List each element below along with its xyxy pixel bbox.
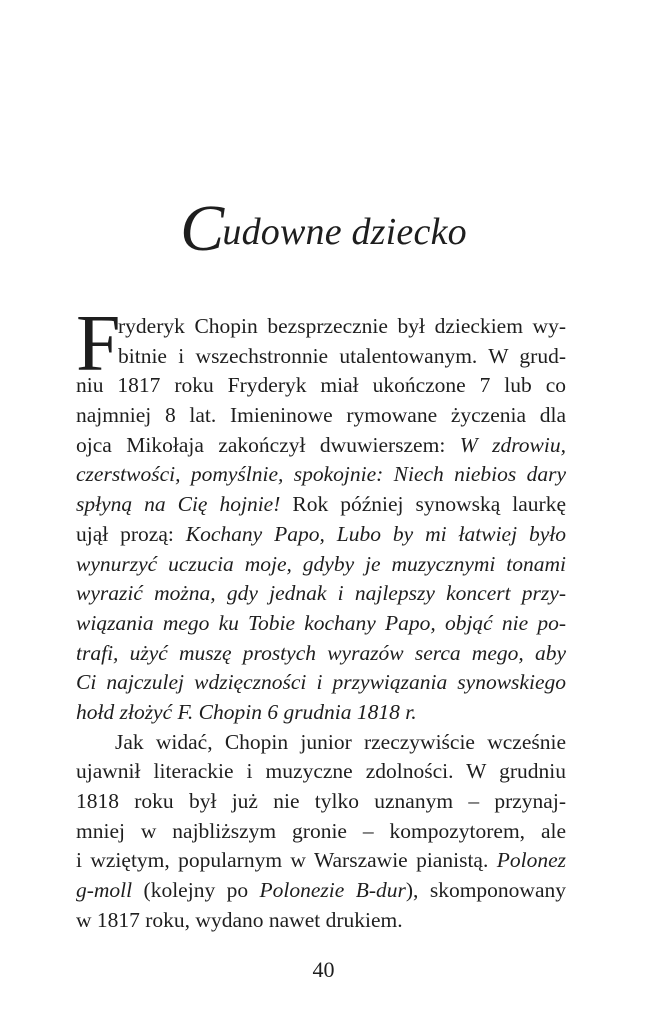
text-run: Rok później synowską laurkę (280, 492, 566, 517)
text-run: bitnie i wszechstronnie utalentowanym. W grud- (118, 343, 566, 368)
text-line (76, 639, 566, 669)
text-line (76, 609, 566, 639)
text-run: mniej w najbliższym gronie – kompozytorem, ale (76, 818, 566, 843)
text-run: ), skomponowany (405, 878, 566, 903)
chapter-title-text: udowne dziecko (222, 211, 467, 253)
text-line (76, 698, 566, 728)
italic-text: spłyną na Cię hojnie! (76, 492, 281, 517)
text-line (76, 312, 566, 342)
text-line (76, 401, 566, 431)
text-line (76, 787, 566, 817)
text-line (76, 460, 566, 490)
text-lines (76, 300, 566, 935)
page-number: 40 (312, 957, 335, 982)
text-run: ujął prozą: (76, 521, 186, 546)
text-run: ojca Mikołaja zakończył dwuwierszem: (76, 432, 460, 457)
text-line (76, 817, 566, 847)
text-run: i wziętym, popularnym w Warszawie pianistą. (76, 848, 497, 873)
italic-text: g-moll (76, 878, 133, 903)
text-line (76, 490, 566, 520)
italic-text: wyrazić można, gdy jednak i najlepszy koncert przy- (76, 581, 566, 606)
text-line (76, 342, 566, 372)
italic-text: W zdrowiu, (459, 432, 566, 457)
italic-text: Polonezie B-dur (259, 878, 406, 903)
text-line (76, 550, 566, 580)
text-line (76, 876, 566, 906)
italic-text: wiązania mego ku Tobie kochany Papo, objąć nie po- (76, 610, 566, 635)
text-line (76, 846, 566, 876)
text-line (76, 371, 566, 401)
text-run: 1818 roku był już nie tylko uznanym – przynaj- (76, 789, 566, 813)
italic-text: wynurzyć uczucia moje, gdyby je muzycznymi tonami (76, 551, 566, 576)
chapter-title-initial: C (180, 192, 225, 265)
text-line (76, 906, 566, 936)
chapter-title (0, 192, 647, 265)
italic-text: hołd złożyć F. Chopin 6 grudnia 1818 r. (76, 699, 417, 724)
text-line (76, 757, 566, 787)
text-line (76, 579, 566, 609)
text-run: niu 1817 roku Fryderyk miał ukończone 7 lub co (76, 373, 566, 398)
italic-text: Kochany Papo, Lubo by mi łatwiej było (185, 521, 566, 546)
text-line (76, 520, 566, 550)
italic-text: czerstwości, pomyślnie, spokojnie: Niech niebios dary (76, 462, 566, 487)
italic-text: trafi, użyć muszę prostych wyrazów serca mego, aby (76, 640, 566, 665)
text-run: najmniej 8 lat. Imieninowe rymowane życzenia dla (76, 403, 566, 428)
text-line (76, 668, 566, 698)
text-run: ryderyk Chopin bezsprzecznie był dzieckiem wy- (118, 314, 566, 338)
text-line (76, 728, 566, 758)
text-run: ujawnił literackie i muzyczne zdolności. W grudniu (76, 759, 566, 784)
body-text (76, 300, 566, 935)
italic-text: Polonez (496, 848, 566, 873)
drop-cap: F (76, 300, 121, 388)
text-line (76, 431, 566, 461)
italic-text: Ci najczulej wdzięczności i przywiązania synowskiego (76, 670, 566, 695)
text-run: (kolejny po (132, 878, 260, 903)
text-run: w 1817 roku, wydano nawet drukiem. (76, 907, 403, 932)
text-run: Jak widać, Chopin junior rzeczywiście wcześnie (115, 729, 566, 754)
